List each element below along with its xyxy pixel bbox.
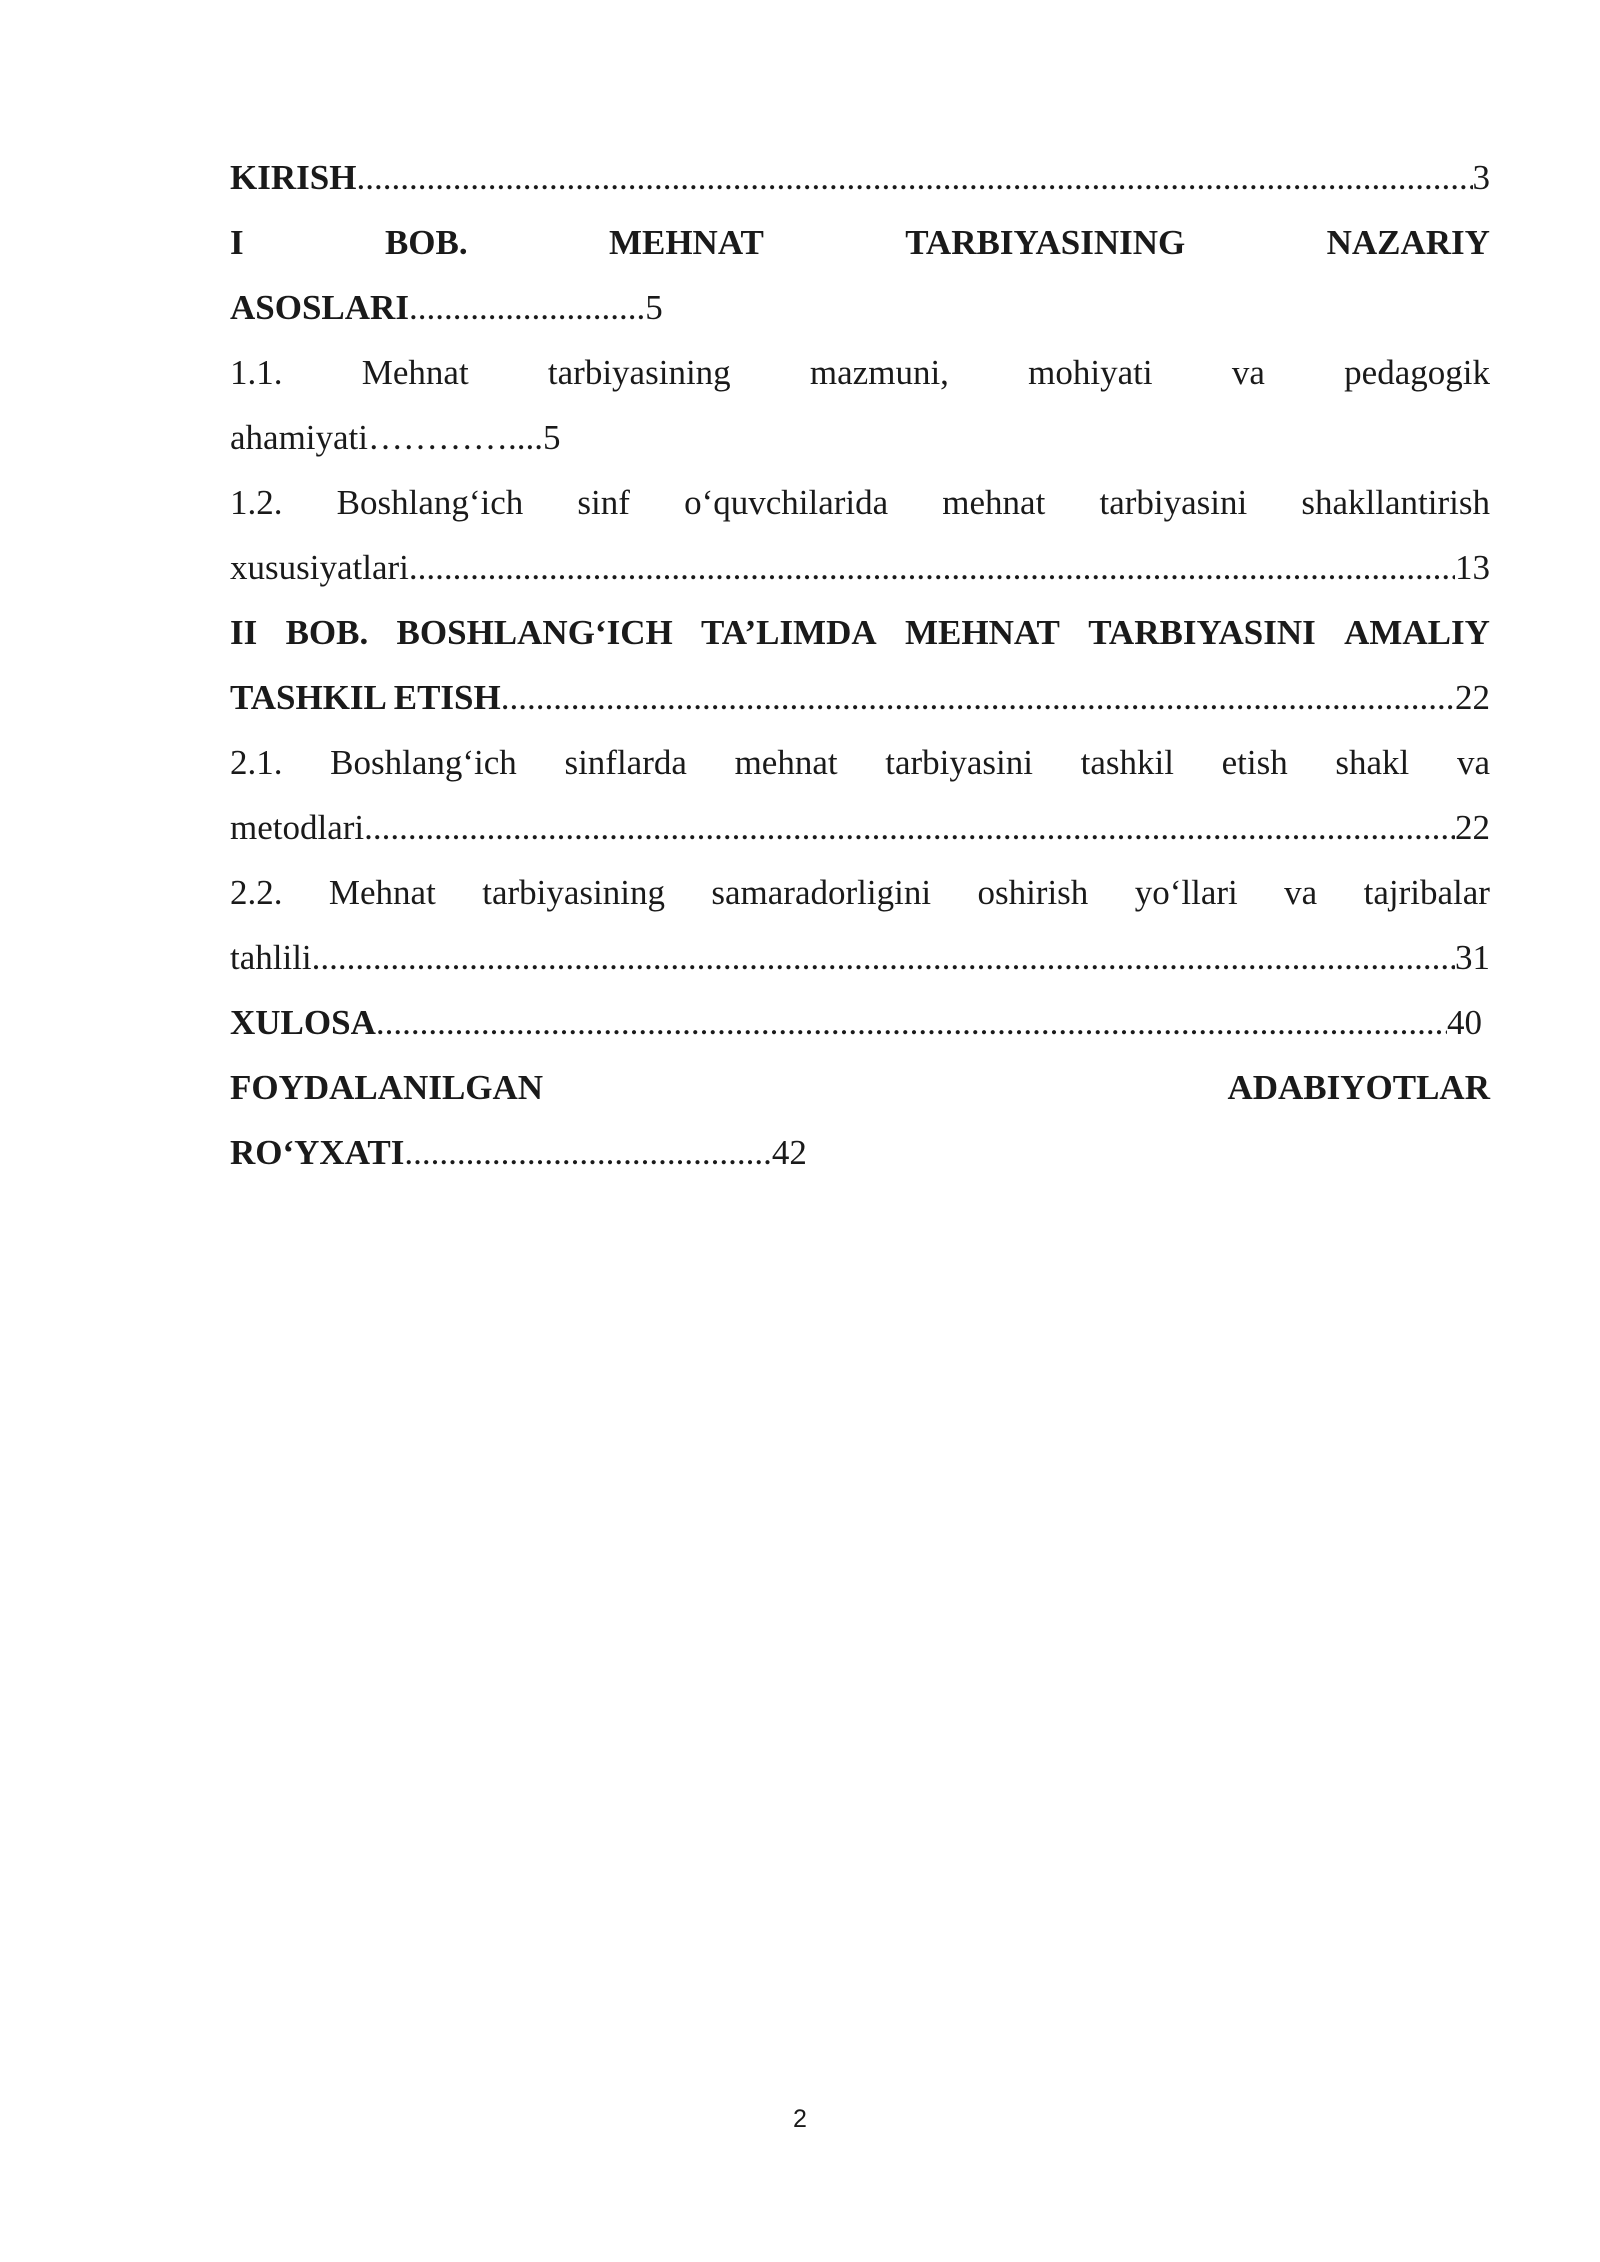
toc-word: FOYDALANILGAN [230, 1068, 544, 1107]
toc-entry-1-2-line1[interactable] [230, 470, 1490, 535]
toc-word: 1.1. [230, 353, 283, 392]
toc-word: shakl [1335, 743, 1410, 782]
toc-page-number: 3 [1472, 158, 1490, 197]
toc-word: tarbiyasini [1099, 483, 1248, 522]
toc-word: mehnat [942, 483, 1046, 522]
toc-page-number: 31 [1455, 938, 1490, 977]
toc-word: TARBIYASINING [905, 223, 1186, 262]
toc-word: mazmuni, [809, 353, 949, 392]
toc-entry-adabiyot-line2[interactable] [230, 1120, 1490, 1185]
toc-word: 2.2. [230, 873, 283, 912]
toc-entry-bob2-line1[interactable] [230, 600, 1490, 665]
toc-title: xususiyatlari [230, 548, 409, 587]
toc-word: mohiyati [1028, 353, 1153, 392]
toc-entry-bob1-line2[interactable] [230, 275, 1490, 340]
toc-word: pedagogik [1344, 353, 1490, 392]
toc-word: 2.1. [230, 743, 283, 782]
toc-word: 1.2. [230, 483, 283, 522]
toc-word: Mehnat [328, 873, 436, 912]
toc-word: TA’LIMDA [701, 613, 877, 652]
toc-word: va [1284, 873, 1318, 912]
toc-word: va [1231, 353, 1265, 392]
toc-entry-2-2-line1[interactable] [230, 860, 1490, 925]
toc-title-with-page: ahamiyati…………....5 [230, 418, 561, 457]
toc-entry-2-1-line1[interactable] [230, 730, 1490, 795]
toc-word: tarbiyasini [885, 743, 1033, 782]
toc-entry-xulosa[interactable] [230, 990, 1490, 1055]
toc-title: KIRISH [230, 158, 357, 197]
toc-leader-dots [356, 145, 1472, 210]
toc-leader-with-page: ...........................5 [408, 288, 663, 327]
toc-word: sinf [577, 483, 630, 522]
toc-leader-dots [501, 665, 1455, 730]
toc-word: samaradorligini [711, 873, 932, 912]
toc-entry-1-1-line2[interactable] [230, 405, 1490, 470]
toc-word: Mehnat [361, 353, 469, 392]
toc-word: NAZARIY [1326, 223, 1490, 262]
toc-word: BOB. [384, 223, 468, 262]
toc-page-number: 40 [1447, 1003, 1482, 1042]
toc-word: Boshlang‘ich [336, 483, 524, 522]
toc-word: II [230, 613, 258, 652]
toc-leader-dots [312, 925, 1455, 990]
toc-word: etish [1221, 743, 1288, 782]
toc-word: va [1456, 743, 1490, 782]
toc-word: tarbiyasining [482, 873, 665, 912]
toc-entry-bob2-line2[interactable] [230, 665, 1490, 730]
toc-title: XULOSA [230, 1003, 376, 1042]
toc-word: Boshlang‘ich [330, 743, 517, 782]
toc-word: o‘quvchilarida [684, 483, 889, 522]
toc-word: BOSHLANG‘ICH [396, 613, 673, 652]
toc-entry-1-2-line2[interactable] [230, 535, 1490, 600]
table-of-contents [230, 145, 1490, 1185]
page-number: 2 [793, 2105, 807, 2133]
toc-word: MEHNAT [608, 223, 764, 262]
toc-word: MEHNAT [904, 613, 1060, 652]
toc-title: ASOSLARI [230, 288, 409, 327]
toc-title: metodlari [230, 808, 365, 847]
toc-word: BOB. [285, 613, 369, 652]
toc-word: tajribalar [1363, 873, 1490, 912]
toc-word: ADABIYOTLAR [1227, 1068, 1490, 1107]
toc-word: TARBIYASINI [1088, 613, 1316, 652]
toc-page-number: 22 [1455, 808, 1490, 847]
toc-entry-kirish[interactable] [230, 145, 1490, 210]
toc-word: I [230, 223, 244, 262]
toc-leader-dots [364, 795, 1455, 860]
toc-page-number: 22 [1455, 678, 1490, 717]
toc-word: mehnat [734, 743, 838, 782]
toc-word: tarbiyasining [547, 353, 731, 392]
toc-title: tahlili [230, 938, 312, 977]
toc-leader-dots [409, 535, 1455, 600]
toc-entry-1-1-line1[interactable] [230, 340, 1490, 405]
toc-title: RO‘YXATI [230, 1133, 405, 1172]
toc-leader-dots [376, 990, 1447, 1055]
toc-word: shakllantirish [1301, 483, 1490, 522]
toc-word: sinflarda [564, 743, 687, 782]
toc-entry-adabiyot-line1[interactable] [230, 1055, 1490, 1120]
toc-entry-2-1-line2[interactable] [230, 795, 1490, 860]
toc-leader-with-page: ..........................................42 [404, 1133, 807, 1172]
toc-word: oshirish [977, 873, 1089, 912]
toc-title: TASHKIL ETISH [230, 678, 501, 717]
toc-entry-2-2-line2[interactable] [230, 925, 1490, 990]
toc-word: yo‘llari [1134, 873, 1238, 912]
toc-entry-bob1-line1[interactable] [230, 210, 1490, 275]
toc-word: AMALIY [1344, 613, 1490, 652]
toc-word: tashkil [1080, 743, 1174, 782]
toc-page-number: 13 [1455, 548, 1490, 587]
